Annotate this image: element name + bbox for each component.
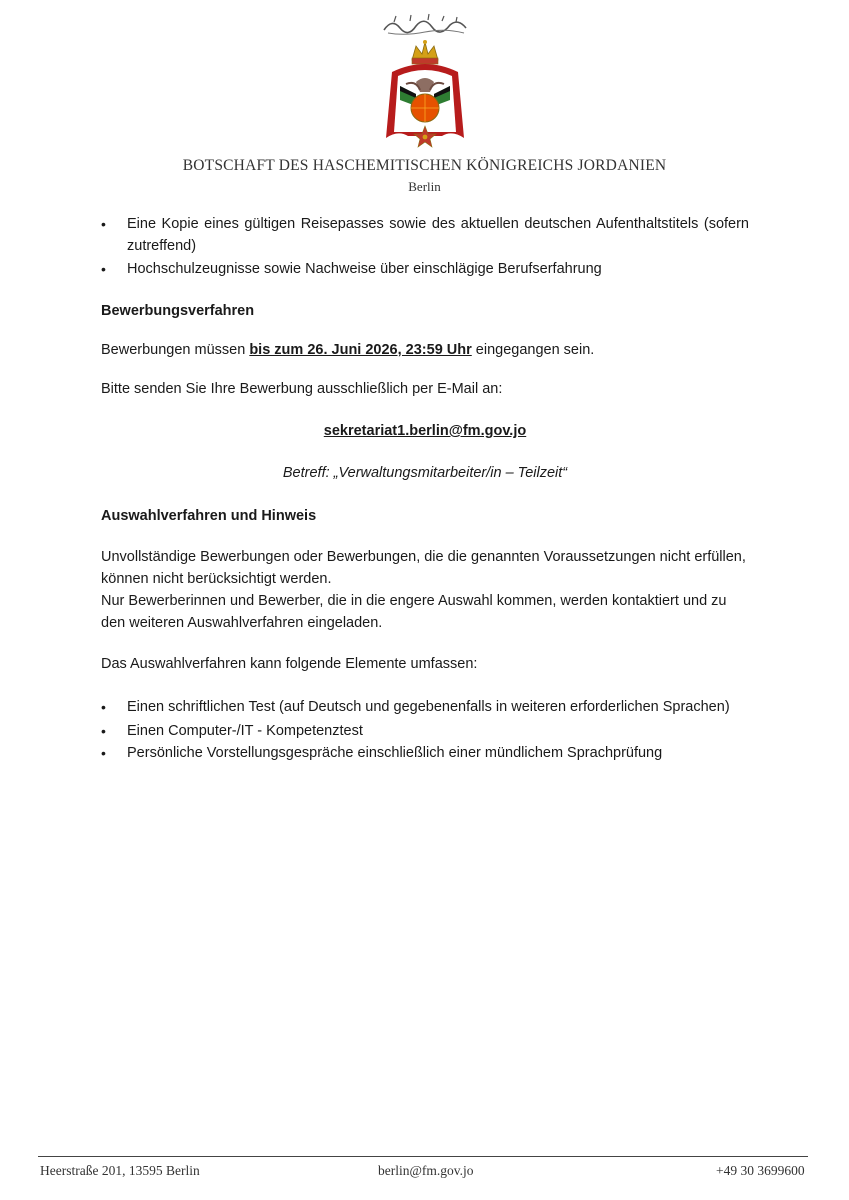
paragraph-line: den weiteren Auswahlverfahren eingeladen. [101,615,383,631]
bullet-icon: • [101,699,106,715]
list-item [101,213,749,257]
email-subject: Betreff: „Verwaltungsmitarbeiter/in – Teilzeit“ [282,465,568,481]
elements-intro: Das Auswahlverfahren kann folgende Elemente umfassen: [101,656,478,672]
list-item [101,720,749,742]
bullet-icon: • [101,216,106,232]
paragraph-line: Nur Bewerberinnen und Bewerber, die in die engere Auswahl kommen, werden kontaktiert und zu [101,593,727,609]
selection-element-text: Einen Computer-/IT - Kompetenztest [127,723,363,739]
bullet-icon: • [101,723,106,739]
requirement-text: Hochschulzeugnisse sowie Nachweise über einschlägige Berufserfahrung [127,261,602,277]
bullet-icon: • [101,261,106,277]
footer-phone: +49 30 3699600 [716,1163,805,1178]
embassy-title: BOTSCHAFT DES HASCHEMITISCHEN KÖNIGREICHS JORDANIEN [182,157,667,174]
bullet-icon: • [101,745,106,761]
list-item [101,742,749,764]
deadline-prefix: Bewerbungen müssen [101,342,250,358]
paragraph-line: Unvollständige Bewerbungen oder Bewerbungen, die die genannten Voraussetzungen nicht erfüllen, [101,549,746,565]
deadline-paragraph [101,339,749,361]
paragraph-line: können nicht berücksichtigt werden. [101,571,332,587]
footer-email[interactable]: berlin@fm.gov.jo [378,1163,474,1178]
section-heading: Auswahlverfahren und Hinweis [101,508,317,524]
deadline-suffix: eingegangen sein. [471,342,595,358]
jordan-coat-of-arms-icon [372,38,478,156]
requirement-text: Eine Kopie eines gültigen Reisepasses sowie des aktuellen deutschen Aufenthaltstitels (sofern zutreffend) [127,216,749,254]
list-item [101,696,749,718]
email-address-line [101,420,749,442]
letterhead [0,0,849,200]
send-instruction: Bitte senden Sie Ihre Bewerbung ausschließlich per E-Mail an: [101,381,503,397]
section-heading: Bewerbungsverfahren [101,303,255,319]
selection-element-text: Persönliche Vorstellungsgespräche einschließlich einer mündlichem Sprachprüfung [127,745,663,761]
embassy-city: Berlin [408,179,441,194]
footer-divider [38,1156,808,1157]
basmala-calligraphy-icon [380,12,470,38]
deadline-date: bis zum 26. Juni 2026, 23:59 Uhr [249,342,472,358]
list-item [101,258,749,280]
footer-address: Heerstraße 201, 13595 Berlin [40,1163,200,1178]
selection-element-text: Einen schriftlichen Test (auf Deutsch und gegebenenfalls in weiteren erforderlichen Sprachen) [127,699,730,715]
email-link[interactable]: sekretariat1.berlin@fm.gov.jo [323,423,527,439]
